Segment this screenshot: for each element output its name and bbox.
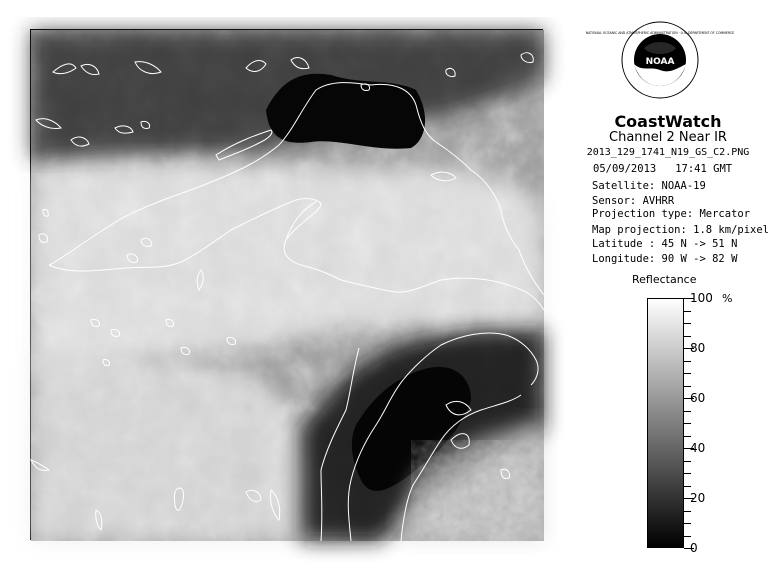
- colorbar-tick: [684, 361, 691, 362]
- colorbar-tick: [684, 536, 691, 537]
- colorbar-tick: [684, 311, 691, 312]
- brand-title: CoastWatch: [614, 112, 722, 131]
- colorbar-tick: [684, 336, 691, 337]
- channel-label: Channel 2 Near IR: [609, 130, 727, 145]
- satellite-image: [30, 29, 543, 540]
- colorbar-tick-label: 100: [690, 291, 713, 305]
- time-text: 17:41 GMT: [675, 163, 733, 175]
- colorbar-tick: [684, 411, 691, 412]
- colorbar-tick: [684, 423, 691, 424]
- colorbar-tick: [684, 473, 691, 474]
- colorbar-tick-label: 20: [690, 491, 706, 505]
- colorbar-tick-label: 0: [690, 541, 698, 555]
- noaa-logo-ring-text: NATIONAL OCEANIC AND ATMOSPHERIC ADMINISTRATION · U.S. DEPARTMENT OF COMMERCE: [585, 31, 735, 35]
- longitude-info: Longitude: 90 W -> 82 W: [592, 253, 738, 265]
- colorbar-tick: [684, 323, 691, 324]
- projection-type-info: Projection type: Mercator: [592, 208, 751, 220]
- colorbar-tick: [684, 486, 691, 487]
- latitude-info: Latitude : 45 N -> 51 N: [592, 238, 738, 250]
- reflectance-colorbar: [647, 298, 684, 548]
- colorbar-tick: [684, 386, 691, 387]
- map-projection-info: Map projection: 1.8 km/pixel: [592, 224, 770, 236]
- legend-unit: %: [722, 292, 733, 305]
- colorbar-tick-label: 60: [690, 391, 706, 405]
- colorbar-tick: [684, 373, 691, 374]
- legend-title: Reflectance: [632, 273, 697, 286]
- noaa-logo-svg: [585, 20, 735, 100]
- date-text: 05/09/2013: [593, 163, 657, 175]
- satellite-image-svg: [31, 30, 544, 541]
- noaa-logo: [585, 20, 735, 100]
- noaa-logo-text: NOAA: [645, 57, 675, 67]
- colorbar-tick-label: 80: [690, 341, 706, 355]
- colorbar-tick: [684, 511, 691, 512]
- file-name: 2013_129_1741_N19_GS_C2.PNG: [586, 147, 750, 158]
- sensor-info: Sensor: AVHRR: [592, 195, 675, 207]
- colorbar-tick: [684, 461, 691, 462]
- satellite-info: Satellite: NOAA-19: [592, 180, 706, 192]
- date-time: [593, 163, 732, 175]
- colorbar-tick: [684, 436, 691, 437]
- colorbar-tick: [684, 523, 691, 524]
- colorbar-tick-label: 40: [690, 441, 706, 455]
